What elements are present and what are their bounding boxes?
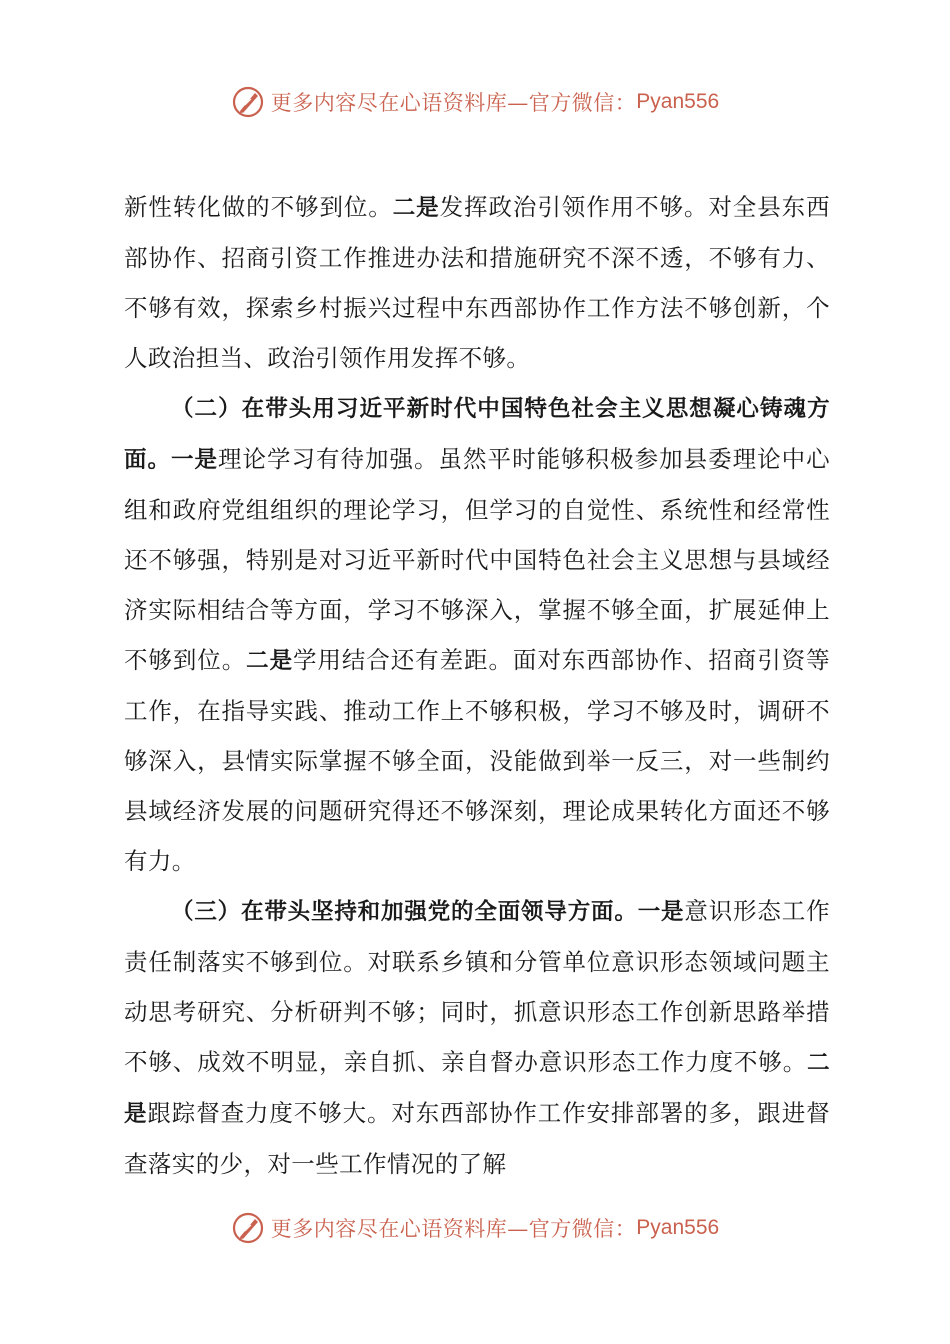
paragraph-1 — [124, 182, 830, 383]
paragraph-text: 理论学习有待加强。虽然平时能够积极参加县委理论中心组和政府党组组织的理论学习，但学习的自觉性、系统性和经常性还不够强，特别是对习近平新时代中国特色社会主义思想与县域经济实际相结合等方面，学习不够深入，掌握不够全面，扩展延伸上不够到位。 — [124, 445, 830, 674]
section-heading: （三）在带头坚持和加强党的全面领导方面。 — [171, 899, 638, 925]
paragraph-text: 意识形态工作责任制落实不够到位。对联系乡镇和分管单位意识形态领域问题主动思考研究、分析研判不够；同时，抓意识形态工作创新思路举措不够、成效不明显，亲自抓、亲自督办意识形态工作力度不够。 — [124, 897, 830, 1076]
emphasis-label: 二是 — [246, 648, 294, 674]
document-body — [124, 182, 830, 1189]
paragraph-text: 跟踪督查力度不够大。对东西部协作工作安排部署的多，跟进督查落实的少，对一些工作情况的了解 — [124, 1099, 830, 1178]
footer-banner — [0, 1208, 950, 1248]
paragraph-2 — [124, 383, 830, 886]
header-banner-text: 更多内容尽在心语资料库—官方微信： — [270, 91, 637, 115]
emphasis-label: 一是 — [637, 899, 685, 925]
footer-banner-id: Pyan556 — [636, 1216, 720, 1239]
header-banner — [0, 82, 950, 122]
emphasis-label: 二是 — [124, 1050, 830, 1127]
paragraph-text: 学用结合还有差距。面对东西部协作、招商引资等工作，在指导实践、推动工作上不够积极，学习不够及时，调研不够深入，县情实际掌握不够全面，没能做到举一反三，对一些制约县域经济发展的问题研究得还不够深刻，理论成果转化方面还不够有力。 — [124, 646, 830, 875]
quill-logo-icon — [231, 85, 265, 119]
footer-banner-text: 更多内容尽在心语资料库—官方微信： — [270, 1217, 637, 1241]
paragraph-text: 发挥政治引领作用不够。对全县东西部协作、招商引资工作推进办法和措施研究不深不透，不够有力、不够有效，探索乡村振兴过程中东西部协作工作方法不够创新，个人政治担当、政治引领作用发挥不够。 — [124, 193, 830, 372]
emphasis-label: 二是 — [392, 195, 440, 221]
quill-logo-icon — [231, 1211, 265, 1245]
emphasis-label: 一是 — [171, 447, 219, 473]
paragraph-3 — [124, 886, 830, 1189]
paragraph-text: 新性转化做的不够到位。 — [124, 193, 393, 221]
header-banner-id: Pyan556 — [636, 90, 720, 113]
section-heading: （二）在带头用习近平新时代中国特色社会主义思想凝心铸魂方面。 — [124, 396, 830, 473]
